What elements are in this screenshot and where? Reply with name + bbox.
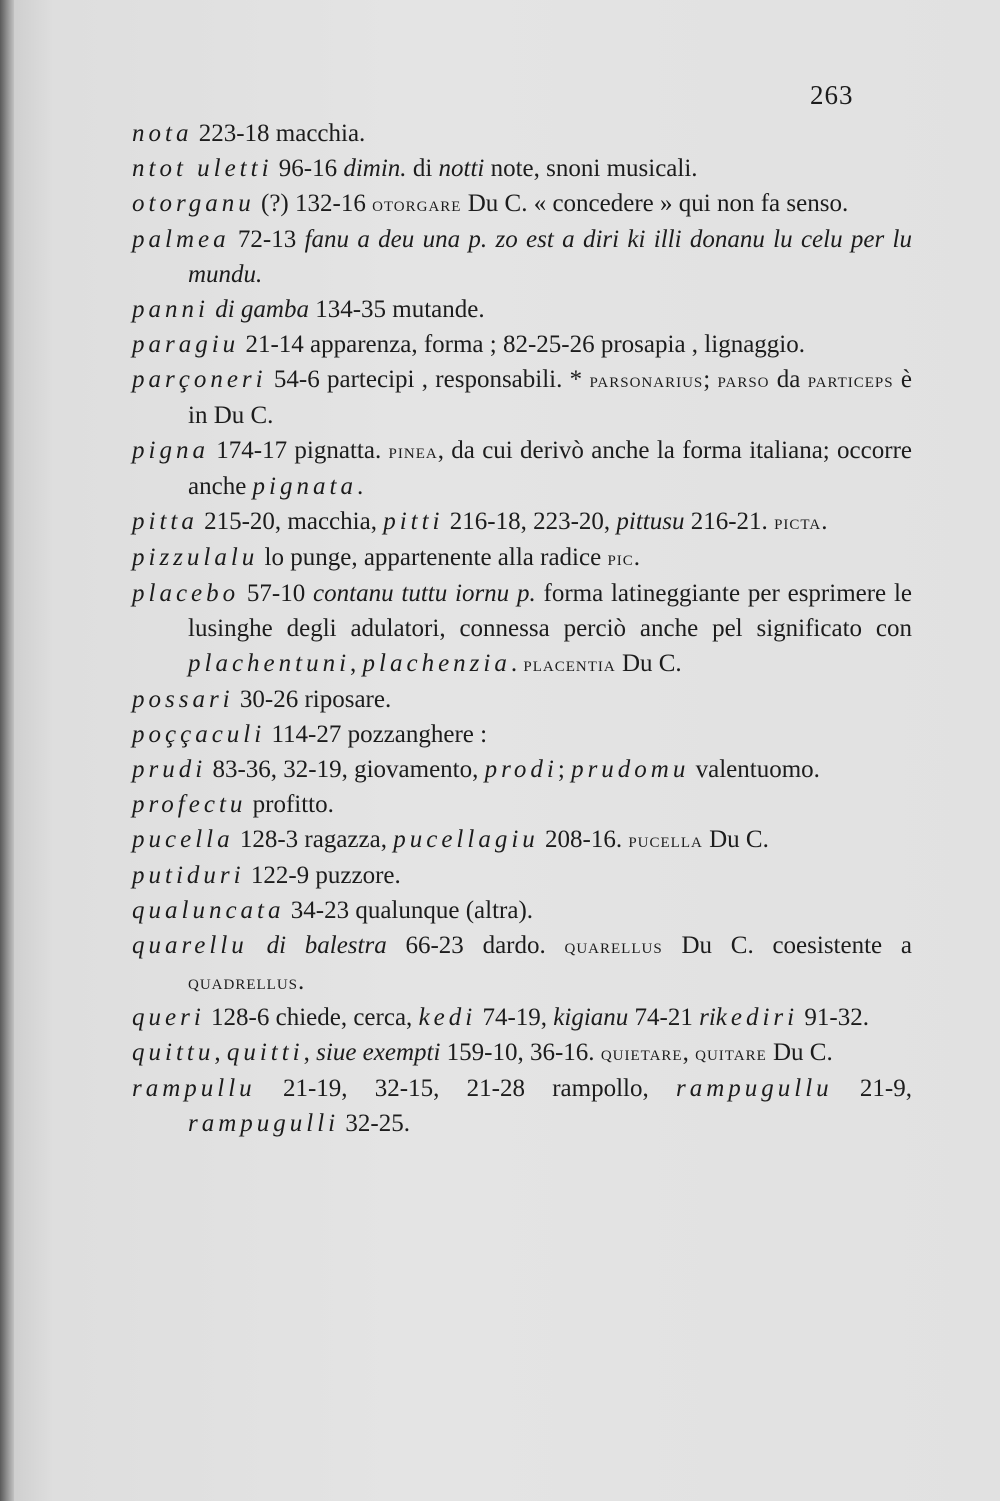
italic-text: di balestra (266, 932, 387, 959)
gloss-text: 54-6 partecipi , responsabili. * (266, 366, 590, 393)
gloss-text: 208-16. (538, 826, 629, 853)
glossary-entry (132, 576, 912, 682)
italic-text: pittusu (616, 508, 685, 535)
gloss-text: forma latineggiante per esprimere le lusinghe degli adulatori, connessa perciò anche pel significato con (188, 580, 912, 642)
entry-headword: pizzulalu (132, 544, 259, 571)
glossary-entry (132, 504, 912, 540)
cited-form: prudomu (571, 756, 690, 783)
book-spine-shadow (0, 0, 14, 1501)
gloss-text: 72-13 (229, 226, 305, 253)
gloss-text: 215-20, macchia, (197, 508, 384, 535)
entry-headword: otorganu (132, 190, 255, 217)
italic-text: ri (699, 1004, 716, 1031)
gloss-text: 114-27 pozzanghere : (265, 721, 488, 748)
gloss-text: . (821, 508, 828, 535)
small-caps-term: quitare (695, 1041, 767, 1065)
entry-headword: paragiu (132, 331, 240, 358)
small-caps-term: pic (607, 546, 634, 570)
gloss-text: 74-21 (628, 1004, 700, 1031)
small-caps-term: particeps (807, 368, 894, 392)
cited-form: pucellagiu (393, 826, 539, 853)
small-caps-term: quarellus (564, 934, 663, 958)
gloss-text: ; (703, 366, 718, 393)
small-caps-term: pinea (388, 439, 438, 463)
entry-headword: pucella (132, 826, 234, 853)
gloss-text: , (214, 1039, 227, 1066)
gloss-text: note, snoni musicali. (484, 155, 698, 182)
entry-headword: profectu (132, 791, 247, 818)
gloss-text: ; (557, 756, 572, 783)
gloss-text: (?) 132-16 (254, 190, 373, 217)
glossary-entry (132, 822, 912, 858)
gloss-text: Du C. (702, 826, 769, 853)
glossary-entry (132, 1000, 912, 1035)
entry-headword: quarellu (132, 932, 248, 959)
entry-headword: poççaculi (132, 721, 266, 748)
glossary-entry (132, 433, 912, 504)
italic-text: contanu tuttu iornu p. (313, 580, 536, 607)
glossary-entry (132, 151, 912, 186)
gloss-text: valentuomo. (689, 756, 820, 783)
cited-form: kediri (715, 1004, 799, 1031)
cited-form: pitti (383, 508, 444, 535)
gloss-text: 30-26 riposare. (233, 686, 392, 713)
entry-headword: queri (132, 1004, 205, 1031)
gloss-text: 223-18 macchia. (192, 120, 366, 147)
gloss-text: . (633, 544, 641, 571)
gloss-text: 32-25. (339, 1110, 410, 1137)
gloss-text: 66-23 dardo. (386, 932, 565, 959)
glossary-entry (132, 752, 912, 787)
italic-text: siue exempti (316, 1039, 441, 1066)
small-caps-term: pucella (628, 828, 703, 852)
page-number: 263 (810, 80, 854, 110)
gloss-text: 96-16 (272, 155, 344, 182)
entry-headword: pigna (132, 437, 209, 464)
entry-headword: nota (132, 120, 193, 147)
gloss-text: Du C. (615, 650, 682, 677)
glossary-entry (132, 540, 912, 576)
glossary-entry (132, 116, 912, 151)
glossary-entry (132, 222, 912, 292)
gloss-text: . (356, 473, 364, 500)
glossary-entry (132, 327, 912, 362)
italic-text: di gamba (215, 296, 309, 323)
entry-headword: quittu (132, 1039, 215, 1066)
gloss-text: 122-9 puzzore. (244, 862, 401, 889)
italic-text: kigianu (553, 1004, 629, 1031)
small-caps-term: placentia (523, 652, 616, 676)
italic-text: notti (438, 155, 485, 182)
italic-text: fanu a deu una p. zo est a diri ki illi donanu lu celu per lu mundu. (188, 226, 912, 288)
entry-headword: prudi (132, 756, 207, 783)
gloss-text: 21-9, (832, 1075, 913, 1102)
gloss-text (248, 932, 267, 959)
gloss-text: 216-21. (684, 508, 775, 535)
glossary-entry (132, 928, 912, 1000)
glossary-entries (132, 116, 912, 1141)
glossary-entry (132, 787, 912, 822)
entry-headword: ntot uletti (132, 155, 273, 182)
small-caps-term: quietare (600, 1041, 683, 1065)
gloss-text: 134-35 mutande. (308, 296, 485, 323)
gloss-text: . (298, 968, 305, 995)
entry-headword: palmea (132, 226, 230, 253)
glossary-entry (132, 362, 912, 433)
book-page (14, 0, 1000, 1501)
entry-headword: putiduri (132, 862, 245, 889)
gloss-text: profitto. (246, 791, 334, 818)
cited-form: pignata (252, 473, 357, 500)
entry-headword: parçoneri (132, 366, 267, 393)
glossary-entry (132, 682, 912, 717)
gloss-text: 21-19, 32-15, 21-28 rampollo, (255, 1075, 676, 1102)
glossary-entry (132, 858, 912, 893)
entry-headword: pitta (132, 508, 198, 535)
cited-form: plachenzia (362, 650, 511, 677)
gloss-text: 21-14 apparenza, forma ; 82-25-26 prosapia , lignaggio. (239, 331, 805, 358)
gloss-text: di (406, 155, 439, 182)
gloss-text: , da cui derivò anche la forma italiana; occorre anche (188, 437, 912, 500)
cited-form: plachentuni (188, 650, 351, 677)
italic-text: dimin. (343, 155, 407, 182)
small-caps-term: parso (717, 368, 770, 392)
small-caps-term: parsonarius (589, 368, 704, 392)
glossary-entry (132, 1071, 912, 1141)
glossary-entry (132, 292, 912, 327)
gloss-text: lo punge, appartenente alla radice (258, 544, 608, 571)
gloss-text: 159-10, 36-16. (440, 1039, 601, 1066)
gloss-text: Du C. « concedere » qui non fa senso. (461, 190, 849, 217)
cited-form: quitti (226, 1039, 304, 1066)
cited-form: prodi (484, 756, 558, 783)
gloss-text: 128-6 chiede, cerca, (204, 1004, 419, 1031)
entry-headword: qualuncata (132, 897, 285, 924)
small-caps-term: quadrellus (188, 970, 298, 994)
entry-headword: possari (132, 686, 234, 713)
gloss-text: , (682, 1039, 696, 1066)
gloss-text: 91-32. (798, 1004, 869, 1031)
gloss-text: 74-19, (476, 1004, 554, 1031)
gloss-text: 128-3 ragazza, (233, 826, 394, 853)
gloss-text: Du C. coesistente a (662, 932, 912, 959)
entry-headword: rampullu (132, 1075, 256, 1102)
gloss-text: . (510, 650, 524, 677)
gloss-text: Du C. (766, 1039, 833, 1066)
entry-headword: placebo (132, 580, 240, 607)
gloss-text: 174-17 pignatta. (208, 437, 389, 464)
gloss-text: è in Du C. (188, 366, 912, 429)
cited-form: kedi (418, 1004, 477, 1031)
cited-form: rampugullu (675, 1075, 833, 1102)
entry-headword: panni (132, 296, 209, 323)
small-caps-term: otorgare (372, 192, 462, 216)
gloss-text: 216-18, 223-20, (443, 508, 617, 535)
gloss-text: 34-23 qualunque (altra). (284, 897, 534, 924)
glossary-entry (132, 717, 912, 752)
gloss-text: 83-36, 32-19, giovamento, (206, 756, 485, 783)
gloss-text: , (303, 1039, 317, 1066)
glossary-entry (132, 1035, 912, 1071)
gloss-text: 57-10 (239, 580, 314, 607)
glossary-entry (132, 893, 912, 928)
gloss-text: da (769, 366, 808, 393)
glossary-entry (132, 186, 912, 222)
small-caps-term: picta (774, 510, 822, 534)
gloss-text: , (350, 650, 363, 677)
cited-form: rampugulli (188, 1110, 340, 1137)
